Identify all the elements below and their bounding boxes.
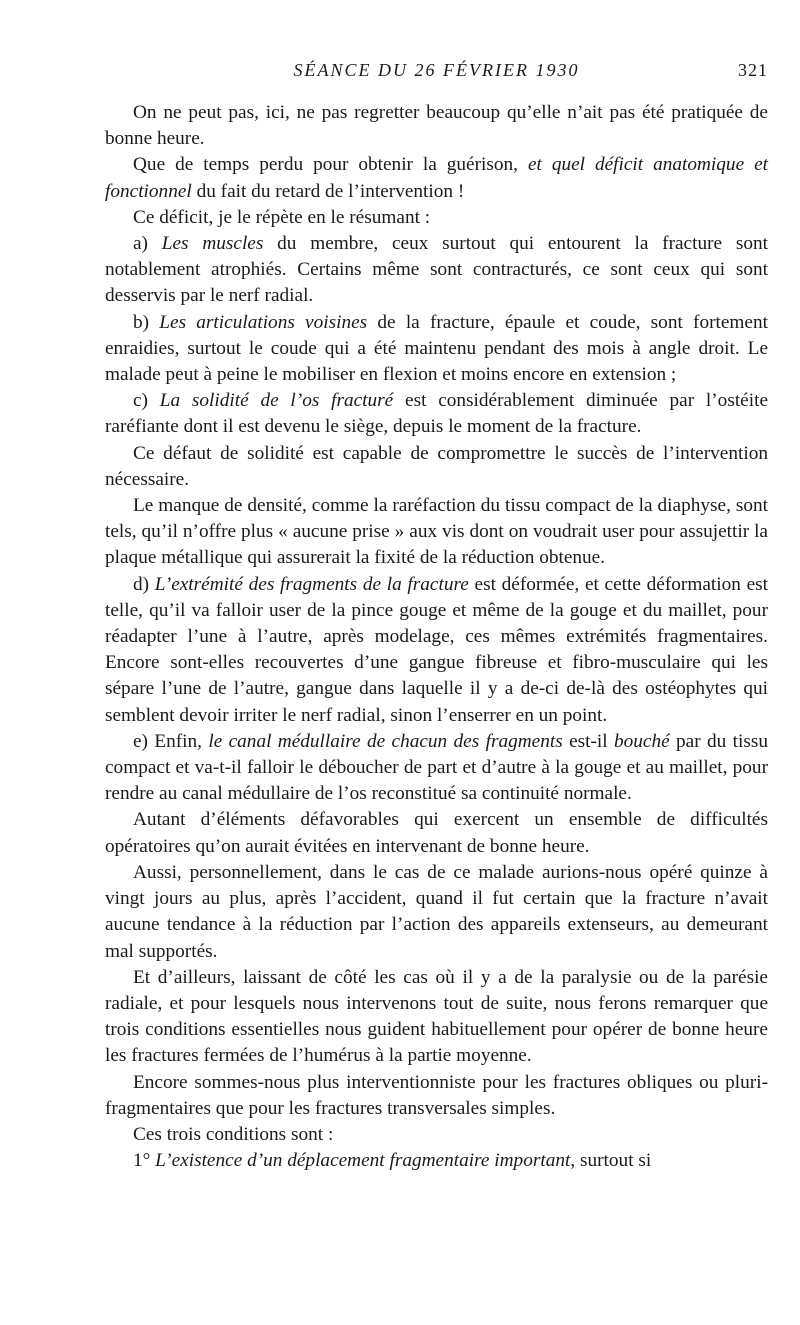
text-run: du fait du retard de l’intervention !: [191, 180, 465, 202]
text-run: par du tissu compact et va-t-il falloir le déboucher de part et d’autre à la gouge et au maillet, pour rendre au canal médullaire de l’os reconstitué sa continuité normale.: [105, 730, 769, 805]
running-head: [105, 60, 768, 86]
italic-text: L’extrémité des fragments de la fracture: [154, 573, 469, 595]
paragraph: [105, 1148, 768, 1174]
italic-text: La solidité de l’os fracturé: [159, 390, 394, 412]
italic-text: le canal médullaire de chacun des fragments: [208, 730, 563, 752]
text-run: Ces trois conditions sont :: [133, 1123, 334, 1145]
italic-text: L’existence d’un déplacement fragmentaire important: [155, 1150, 571, 1172]
text-run: Et d’ailleurs, laissant de côté les cas où il y a de la paralysie ou de la parésie radiale, et pour lesquels nous intervenons tout de suite, nous ferons remarquer que trois conditions essentielles nous guident habituellement pour opérer de bonne heure les fractures fermées de l’humérus à la partie moyenne.: [105, 966, 768, 1067]
text-run: est-il: [562, 730, 614, 752]
text-run: est considérablement diminuée par l’ostéite raréfiante dont il est devenu le siège, depuis le moment de la fracture.: [105, 390, 769, 438]
italic-text: et quel déficit anatomique et fonctionnel: [105, 154, 768, 202]
text-run: b): [133, 311, 160, 333]
page-number: 321: [738, 60, 768, 80]
paragraph: [105, 231, 768, 310]
italic-text: bouché: [614, 730, 670, 752]
text-run: Encore sommes-nous plus interventionniste pour les fractures obliques ou pluri-fragmentaires que pour les fractures transversales simples.: [105, 1071, 768, 1119]
text-run: Autant d’éléments défavorables qui exercent un ensemble de difficultés opératoires qu’on aurait évitées en intervenant de bonne heure.: [105, 809, 768, 857]
running-head-title: SÉANCE DU 26 FÉVRIER 1930: [293, 60, 580, 80]
text-run: Ce défaut de solidité est capable de compromettre le succès de l’intervention nécessaire.: [105, 442, 768, 490]
paragraph: [105, 152, 768, 204]
text-run: On ne peut pas, ici, ne pas regretter beaucoup qu’elle n’ait pas été pratiquée de bonne heure.: [105, 102, 768, 150]
text-run: c): [133, 390, 160, 412]
text-run: e) Enfin,: [133, 730, 209, 752]
paragraph: [105, 493, 768, 572]
text-run: de la fracture, épaule et coude, sont fortement enraidies, surtout le coude qui a été maintenu pendant des mois à angle droit. Le malade peut à peine le mobiliser en flexion et moins encore en extension ;: [105, 311, 768, 386]
text-run: , surtout si: [570, 1150, 652, 1172]
paragraph: [105, 441, 768, 493]
italic-text: Les muscles: [161, 233, 264, 255]
text-run: est déformée, et cette déformation est telle, qu’il va falloir user de la pince gouge et même de la gouge et du maillet, pour réadapter l’une à l’autre, après modelage, ces mêmes extrémités fragmentaires. Encore sont-elles recouvertes d’une gangue fibreuse et fibro-musculaire qui les sépare l’une de l’autre, gangue dans laquelle il y a de-ci de-là des ostéophytes qui semblent devoir irriter le nerf radial, sinon l’enserrer en un point.: [105, 573, 768, 726]
paragraph: [105, 965, 768, 1070]
paragraph: [105, 388, 768, 440]
paragraph: [105, 310, 768, 389]
text-run: 1°: [133, 1150, 156, 1172]
text-run: Que de temps perdu pour obtenir la guérison,: [133, 154, 528, 176]
paragraph: [105, 100, 768, 152]
text-run: Le manque de densité, comme la raréfaction du tissu compact de la diaphyse, sont tels, qu’il n’offre plus « aucune prise » aux vis dont on voudrait user pour assujettir la plaque métallique qui assurerait la fixité de la réduction obtenue.: [105, 495, 768, 569]
paragraph: [105, 807, 768, 859]
paragraph: [105, 729, 768, 808]
body-text: [105, 100, 768, 1174]
text-run: d): [133, 573, 155, 595]
text-run: a): [133, 233, 162, 255]
paragraph: [105, 205, 768, 231]
paragraph: [105, 572, 768, 729]
text-run: du membre, ceux surtout qui entourent la fracture sont notablement atrophiés. Certains même sont contracturés, ce sont ceux qui sont desservis par le nerf radial.: [105, 233, 768, 307]
text-run: Aussi, personnellement, dans le cas de ce malade aurions-nous opéré quinze à vingt jours au plus, après l’accident, quand il fut certain que la fracture n’avait aucune tendance à la réduction par l’action des appareils extenseurs, au demeurant mal supportés.: [105, 861, 768, 962]
paragraph: [105, 1070, 768, 1122]
paragraph: [105, 860, 768, 965]
italic-text: Les articulations voisines: [159, 311, 368, 333]
paragraph: [105, 1122, 768, 1148]
text-run: Ce déficit, je le répète en le résumant :: [133, 206, 431, 228]
